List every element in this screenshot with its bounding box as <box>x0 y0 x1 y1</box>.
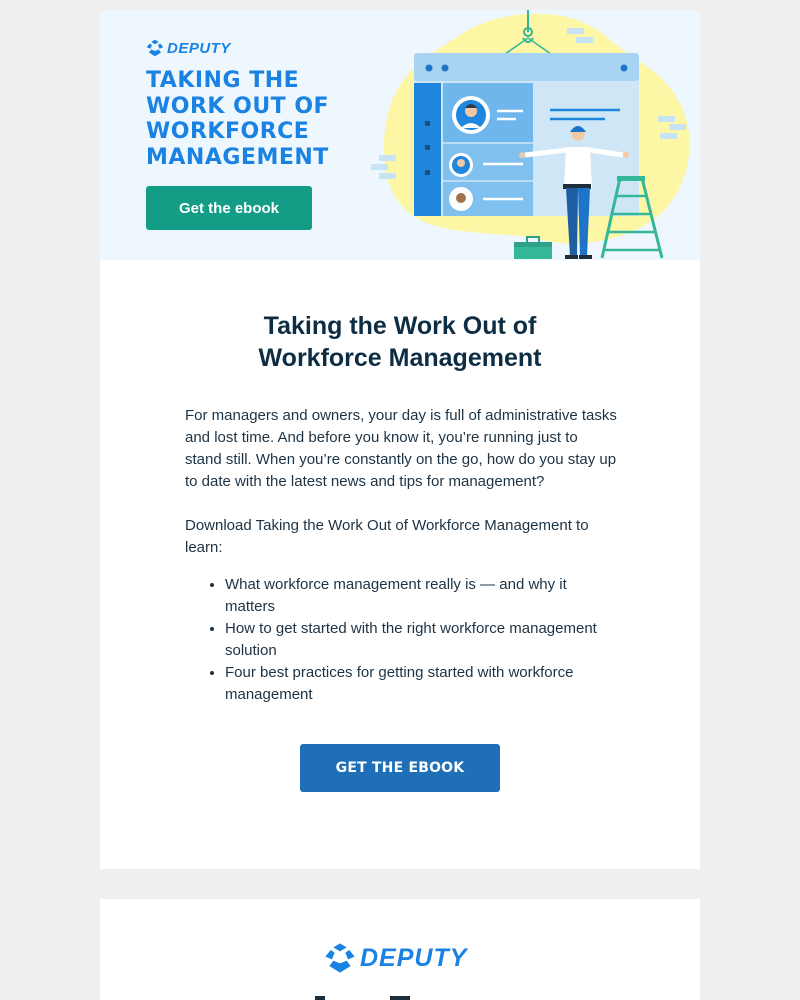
hero-banner <box>100 10 700 260</box>
hero-logo[interactable] <box>146 39 231 57</box>
workforce-dashboard-illustration <box>365 10 700 260</box>
learn-list <box>185 574 617 706</box>
list-item: • How to get started with the right workforce management solution <box>225 618 617 662</box>
content-title <box>100 310 700 374</box>
list-item: • What workforce management really is — and why it matters <box>225 574 617 618</box>
deputy-logo-icon <box>324 942 356 974</box>
footer-card <box>100 899 700 1000</box>
hero-logo-text: DEPUTY <box>167 39 231 57</box>
social-icon[interactable] <box>315 996 325 1000</box>
hero-get-ebook-button[interactable]: Get the ebook <box>146 186 312 230</box>
hero-title: TAKING THE WORK OUT OF WORKFORCE MANAGEMENT <box>146 68 330 170</box>
content-title-line-2: Workforce Management <box>258 344 542 372</box>
intro-paragraph: For managers and owners, your day is full of administrative tasks and lost time. And before you know it, you’re running just to stand still. When you’re constantly on the go, how do you stay up to date with the latest news and tips for management? <box>185 407 617 490</box>
content-card <box>100 260 700 869</box>
footer-logo[interactable] <box>324 942 467 974</box>
footer-logo-text: DEPUTY <box>360 943 468 972</box>
social-icon[interactable] <box>390 996 410 1000</box>
download-paragraph: Download Taking the Work Out of Workforce Management to learn: <box>185 517 589 556</box>
content-body <box>185 405 617 706</box>
list-item: • Four best practices for getting started with workforce management <box>225 662 617 706</box>
content-title-line-1: Taking the Work Out of <box>263 312 537 340</box>
deputy-logo-icon <box>146 39 164 57</box>
get-ebook-cta-button[interactable]: GET THE EBOOK <box>300 744 500 792</box>
